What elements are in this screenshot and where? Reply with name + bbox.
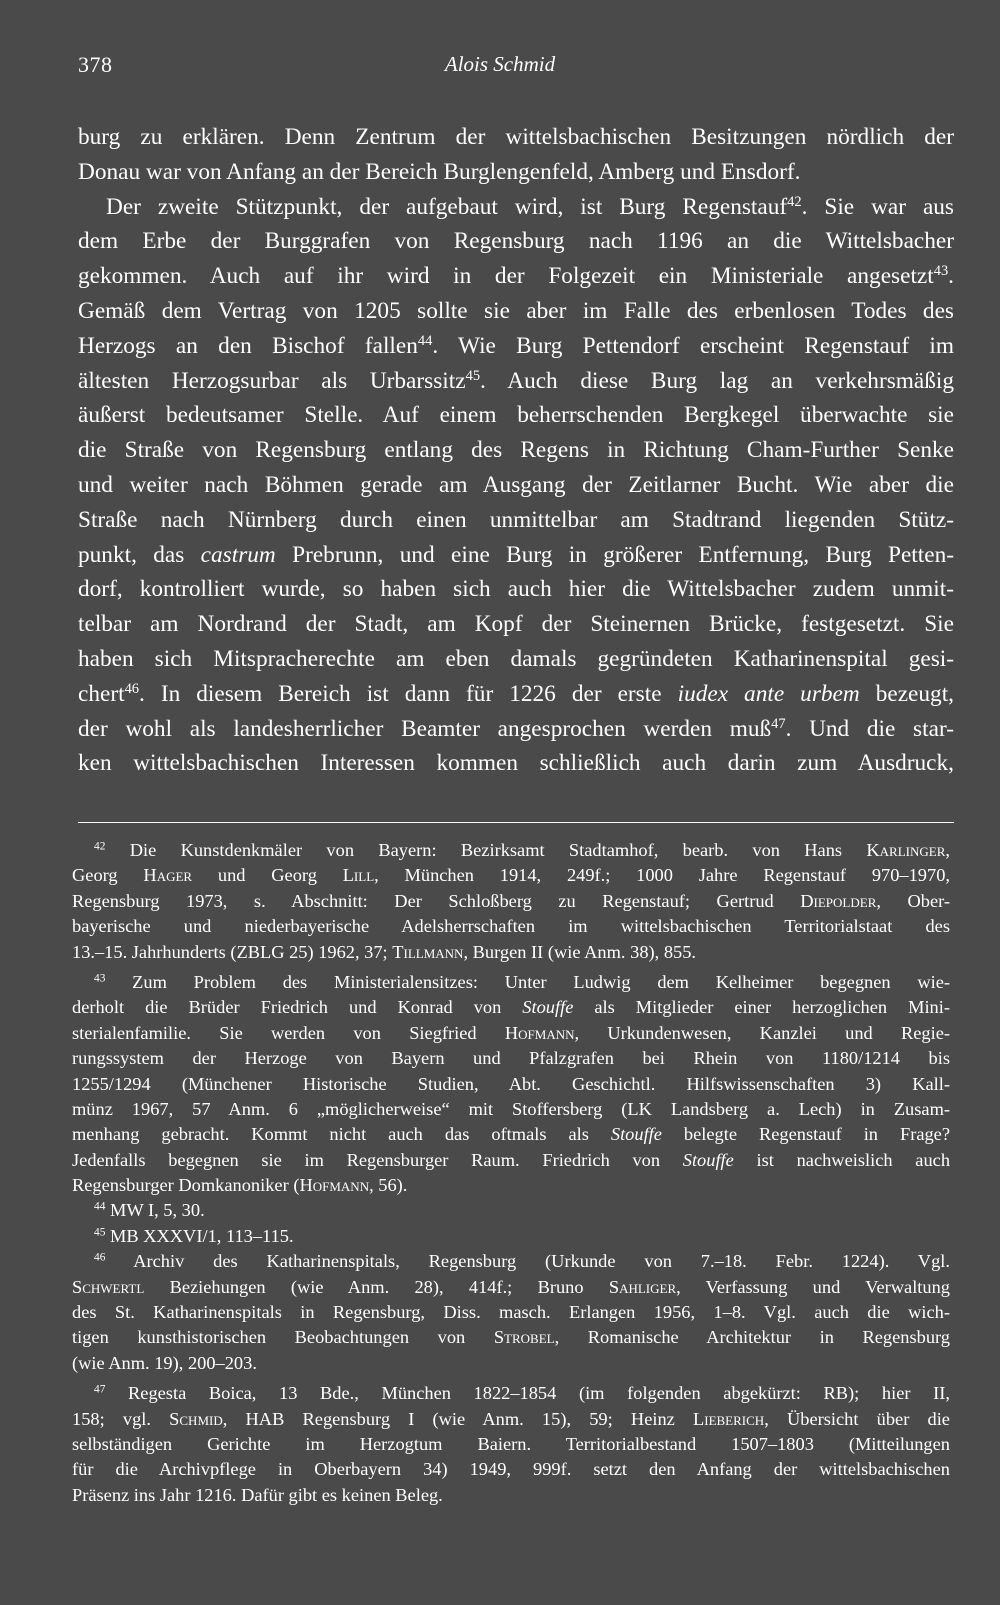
footnote-line — [72, 1224, 950, 1249]
text-segment: haben sich Mitspracherechte am eben damals gegründeten Katharinenspital gesi- — [78, 645, 954, 672]
footnote-marker: 46 — [124, 680, 139, 697]
text-segment: Schmid — [169, 1408, 223, 1429]
footnote-line — [72, 1432, 950, 1457]
footnote-marker: 42 — [787, 193, 802, 210]
body-line — [78, 329, 954, 364]
footnote-divider — [78, 822, 954, 823]
body-line — [78, 190, 954, 225]
body-line — [78, 224, 954, 259]
text-segment: (wie Anm. 19), 200–203. — [72, 1352, 257, 1373]
running-head — [78, 52, 922, 84]
text-segment: und Georg — [192, 865, 343, 886]
text-segment: chert — [78, 680, 125, 707]
text-segment: dorf, kontrolliert wurde, so haben sich auch hier die Wittelsbacher zudem unmit- — [78, 576, 954, 603]
text-segment: , 56). — [369, 1175, 408, 1196]
footnote-marker: 42 — [94, 840, 106, 853]
footnote-marker: 43 — [933, 263, 949, 280]
page-number: 378 — [78, 52, 113, 77]
text-segment: . In diesem Bereich ist dann für 1226 der erste — [139, 680, 678, 707]
body-line — [78, 677, 954, 712]
text-segment: 1255/1294 (Münchener Historische Studien, Abt. Geschichtl. Hilfswissenschaften 3) Kall- — [72, 1073, 950, 1094]
text-segment: 13.–15. Jahrhunderts (ZBLG 25) 1962, 37; — [72, 941, 393, 962]
footnote-line — [72, 1097, 950, 1122]
body-line — [78, 572, 954, 607]
footnote-line — [72, 863, 950, 888]
footnote-marker: 45 — [465, 367, 481, 384]
text-segment: , HAB Regensburg I (wie Anm. 15), 59; Heinz — [222, 1408, 693, 1429]
text-segment: , — [945, 840, 950, 860]
text-segment: Hofmann — [299, 1175, 370, 1196]
text-segment: Der zweite Stützpunkt, der aufgebaut wird, ist Burg Regenstauf — [106, 193, 788, 220]
body-line — [78, 398, 954, 433]
text-segment: Regensburg 1973, s. Abschnitt: Der Schloßberg zu Regenstauf; Gertrud — [72, 890, 801, 911]
text-segment: Schwertl — [72, 1276, 145, 1297]
footnotes — [72, 838, 950, 1508]
text-segment: dem Erbe der Burggrafen von Regensburg nach 1196 an die Wittelsbacher — [78, 228, 954, 255]
text-segment: und weiter nach Böhmen gerade am Ausgang der Zeitlarner Bucht. Wie aber die — [78, 471, 954, 498]
footnote-line — [72, 914, 950, 939]
footnote-line — [72, 970, 950, 995]
text-segment: Donau war von Anfang an der Bereich Burglengenfeld, Amberg und Ensdorf. — [78, 158, 801, 185]
body-line — [78, 538, 954, 573]
footnote-line — [72, 1407, 950, 1432]
text-segment: ältesten Herzogsurbar als Urbarssitz — [78, 367, 466, 394]
running-title: Alois Schmid — [444, 52, 556, 76]
footnote-marker: 45 — [94, 1226, 106, 1239]
text-segment: iudex ante urbem — [677, 680, 860, 707]
footnote-line — [72, 1381, 950, 1406]
text-segment: Präsenz ins Jahr 1216. Dafür gibt es keinen Beleg. — [72, 1484, 443, 1505]
text-segment: castrum — [200, 541, 276, 568]
body-line — [78, 120, 954, 155]
footnote-line — [72, 1021, 950, 1046]
text-segment: punkt, das — [78, 541, 201, 568]
text-segment: der wohl als landesherrlicher Beamter angesprochen werden muß — [78, 715, 772, 742]
body-line — [78, 746, 954, 781]
footnote-line — [72, 1249, 950, 1274]
text-segment: münz 1967, 57 Anm. 6 „möglicherweise“ mit Stoffersberg (LK Landsberg a. Lech) in Zusam- — [72, 1098, 950, 1119]
text-segment: Straße nach Nürnberg durch einen unmittelbar am Stadtrand liegenden Stütz- — [78, 506, 954, 533]
text-segment: menhang gebracht. Kommt nicht auch das oftmals als — [72, 1124, 611, 1145]
footnote-marker: 43 — [94, 972, 106, 985]
text-segment: als Mitglieder einer herzoglichen Mini- — [573, 997, 950, 1018]
text-segment: Archiv des Katharinenspitals, Regensburg (Urkunde von 7.–18. Febr. 1224). Vgl. — [105, 1251, 950, 1272]
body-line — [78, 364, 954, 399]
text-segment: telbar am Nordrand der Stadt, am Kopf der Steinernen Brücke, festgesetzt. Sie — [78, 611, 954, 638]
footnote-line — [72, 1457, 950, 1482]
body-text — [78, 120, 954, 781]
body-line — [78, 433, 954, 468]
text-segment: Regensburger Domkanoniker ( — [72, 1175, 300, 1196]
text-segment: . Sie war aus — [801, 193, 954, 220]
text-segment: Georg — [72, 865, 144, 886]
body-line — [78, 468, 954, 503]
body-line — [78, 503, 954, 538]
text-segment: , Verfassung und Verwaltung — [676, 1276, 950, 1297]
text-segment: ist nachweislich auch — [733, 1149, 950, 1170]
text-segment: Diepolder — [800, 890, 877, 911]
text-segment: rungssystem der Herzoge von Bayern und Pfalzgrafen bei Rhein von 1180/1214 bis — [72, 1048, 950, 1069]
text-segment: Sahliger — [608, 1276, 677, 1297]
footnote-line — [72, 1148, 950, 1173]
text-segment: derholt die Brüder Friedrich und Konrad von — [72, 997, 523, 1018]
text-segment: äußerst bedeutsamer Stelle. Auf einem beherrschenden Bergkegel überwachte sie — [78, 402, 954, 429]
text-segment: ken wittelsbachischen Interessen kommen schließlich auch darin zum Ausdruck, — [78, 750, 954, 777]
text-segment: belegte Regenstauf in Frage? — [661, 1124, 950, 1145]
text-segment: . Und die star- — [785, 715, 954, 742]
body-line — [78, 259, 954, 294]
text-segment: Lill — [342, 865, 375, 886]
text-segment: sterialenfamilie. Sie werden von Siegfried — [72, 1022, 505, 1043]
text-segment: Herzogs an den Bischof fallen — [78, 332, 418, 359]
text-segment: des St. Katharinenspitals in Regensburg, Diss. masch. Erlangen 1956, 1–8. Vgl. auch die wich- — [72, 1302, 950, 1323]
footnote-line — [72, 1351, 950, 1376]
text-segment: Regesta Boica, 13 Bde., München 1822–1854 (im folgenden abgekürzt: RB); hier II, — [105, 1383, 950, 1404]
footnote-line — [72, 1300, 950, 1325]
text-segment: , Übersicht über die — [764, 1408, 950, 1429]
text-segment: , Ober- — [876, 890, 950, 911]
text-segment: Jedenfalls begegnen sie im Regensburger Raum. Friedrich von — [72, 1149, 683, 1170]
text-segment: Prebrunn, und eine Burg in größerer Entfernung, Burg Petten- — [275, 541, 954, 568]
text-segment: , Burgen II (wie Anm. 38), 855. — [463, 941, 697, 962]
body-line — [78, 642, 954, 677]
footnote-line — [72, 1483, 950, 1508]
footnote-marker: 44 — [417, 332, 433, 349]
text-segment: burg zu erklären. Denn Zentrum der wittelsbachischen Besitzungen nördlich der — [78, 124, 954, 150]
text-segment: Stouffe — [610, 1124, 662, 1145]
text-segment: Strobel — [493, 1327, 555, 1348]
footnote-line — [72, 889, 950, 914]
text-segment: . Wie Burg Pettendorf erscheint Regenstauf im — [432, 332, 954, 359]
footnote-line — [72, 1046, 950, 1071]
text-segment: Lieberich — [693, 1408, 765, 1429]
body-line — [78, 712, 954, 747]
footnote-line — [72, 1072, 950, 1097]
footnote-line — [72, 1173, 950, 1198]
footnote-line — [72, 1275, 950, 1300]
footnote-line — [72, 1122, 950, 1147]
text-segment: Gemäß dem Vertrag von 1205 sollte sie aber im Falle des erbenlosen Todes des — [78, 297, 954, 324]
text-segment: 158; vgl. — [72, 1408, 170, 1429]
text-segment: , Urkundenwesen, Kanzlei und Regie- — [574, 1022, 950, 1043]
text-segment: Beziehungen (wie Anm. 28), 414f.; Bruno — [144, 1276, 609, 1297]
footnote-line — [72, 1325, 950, 1350]
text-segment: tigen kunsthistorischen Beobachtungen von — [72, 1327, 494, 1348]
text-segment: Hofmann — [504, 1022, 575, 1043]
text-segment: , München 1914, 249f.; 1000 Jahre Regenstauf 970–1970, — [374, 865, 950, 886]
text-segment: . Auch diese Burg lag an verkehrsmäßig — [480, 367, 954, 394]
text-segment: , Romanische Architektur in Regensburg — [554, 1327, 950, 1348]
body-line — [78, 294, 954, 329]
text-segment: Zum Problem des Ministerialensitzes: Unter Ludwig dem Kelheimer begegnen wie- — [105, 971, 950, 992]
text-segment: . — [948, 263, 954, 290]
text-segment: bayerische und niederbayerische Adelsherrschaften im wittelsbachischen Territorialstaat des — [72, 916, 950, 937]
text-segment: Stouffe — [522, 997, 574, 1018]
body-line — [78, 155, 954, 190]
footnote-line — [72, 838, 950, 863]
footnote-line — [72, 940, 950, 965]
text-segment: Die Kunstdenkmäler von Bayern: Bezirksamt Stadtamhof, bearb. von Hans — [105, 840, 867, 860]
footnote-marker: 47 — [771, 715, 786, 732]
footnote-marker: 47 — [94, 1383, 106, 1396]
footnote-line — [72, 995, 950, 1020]
text-segment: gekommen. Auch auf ihr wird in der Folgezeit ein Ministeriale angesetzt — [78, 263, 934, 290]
footnote-marker: 44 — [94, 1201, 106, 1214]
footnote-line — [72, 1198, 950, 1223]
text-segment: MW I, 5, 30. — [105, 1200, 205, 1221]
footnote-marker: 46 — [94, 1251, 106, 1264]
text-segment: Stouffe — [682, 1149, 734, 1170]
text-segment: Hager — [143, 865, 193, 886]
text-segment: für die Archivpflege in Oberbayern 34) 1949, 999f. setzt den Anfang der wittelsbachischen — [72, 1459, 950, 1480]
text-segment: die Straße von Regensburg entlang des Regens in Richtung Cham-Further Senke — [78, 437, 954, 464]
text-segment: selbständigen Gerichte im Herzogtum Baiern. Territorialbestand 1507–1803 (Mitteilungen — [72, 1433, 950, 1454]
text-segment: MB XXXVI/1, 113–115. — [105, 1225, 294, 1246]
text-segment: Karlinger — [866, 840, 946, 860]
body-line — [78, 607, 954, 642]
text-segment: bezeugt, — [859, 680, 954, 707]
text-segment: Tillmann — [392, 941, 464, 962]
